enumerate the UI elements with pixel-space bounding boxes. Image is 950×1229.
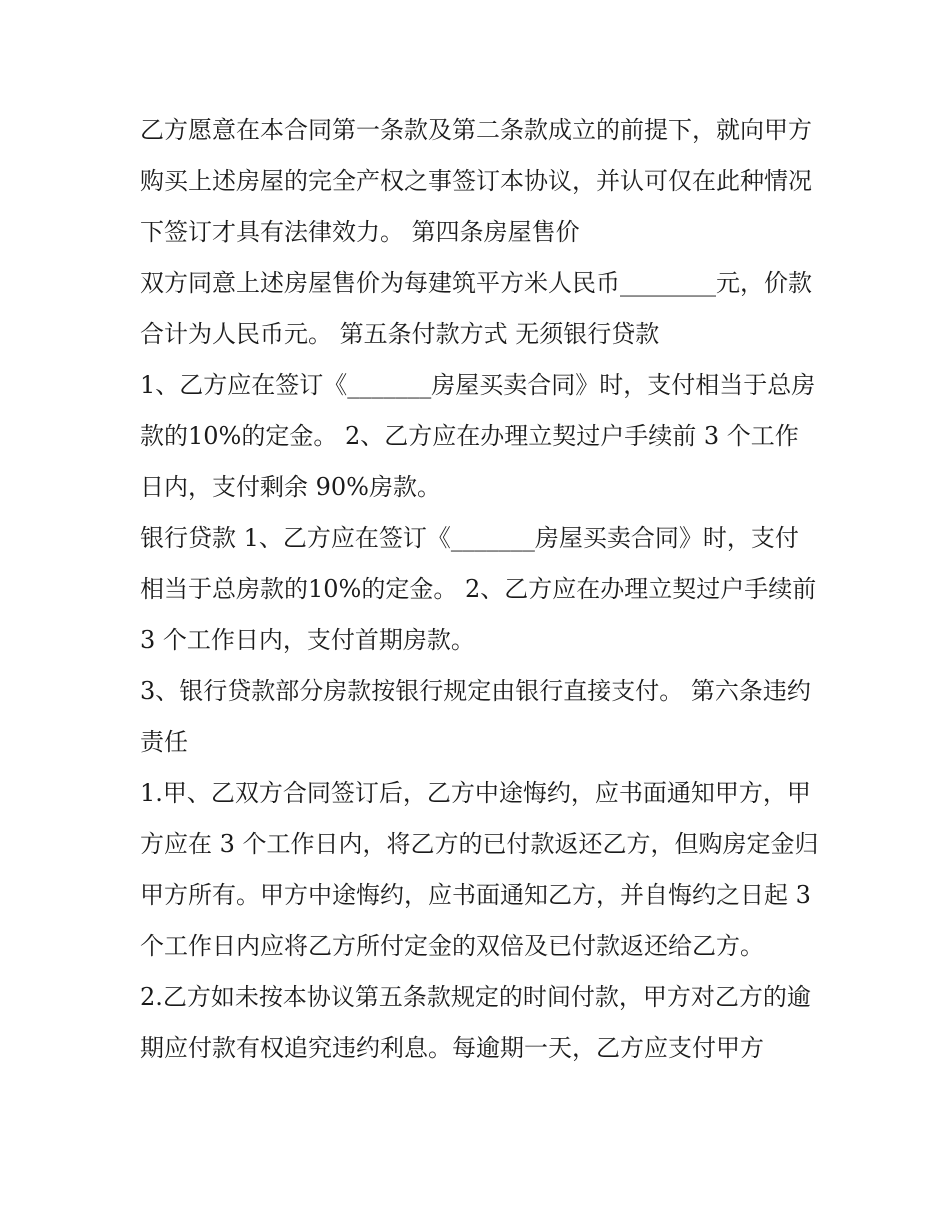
paragraph-breach-1: 1.甲、乙双方合同签订后，乙方中途悔约，应书面通知甲方，甲方应在 3 个工作日内，将乙方的已付款返还乙方，但购房定金归甲方所有。甲方中途悔约，应书面通知乙方，并自悔约之日起 3 个工作日内应将乙方所付定金的双倍及已付款返还给乙方。 <box>140 779 819 960</box>
paragraph-no-loan-payment: 1、乙方应在签订《_______房屋买卖合同》时，支付相当于总房款的10%的定金。 2、乙方应在办理立契过户手续前 3 个工作日内，支付剩余 90%房款。 <box>140 371 816 501</box>
paragraph-bank-payment: 3、银行贷款部分房款按银行规定由银行直接支付。 第六条违约责任 <box>140 677 811 756</box>
contract-text <box>140 105 820 1074</box>
paragraph-loan-payment: 银行贷款 1、乙方应在签订《_______房屋买卖合同》时，支付相当于总房款的10%的定金。 2、乙方应在办理立契过户手续前 3 个工作日内，支付首期房款。 <box>140 524 817 654</box>
paragraph-breach-2: 2.乙方如未按本协议第五条款规定的时间付款，甲方对乙方的逾期应付款有权追究违约利息。每逾期一天，乙方应支付甲方 <box>140 983 811 1062</box>
paragraph-price: 双方同意上述房屋售价为每建筑平方米人民币________元，价款合计为人民币元。 第五条付款方式 无须银行贷款 <box>140 269 812 348</box>
paragraph-sale-premise: 乙方愿意在本合同第一条款及第二条款成立的前提下，就向甲方购买上述房屋的完全产权之事签订本协议，并认可仅在此种情况下签订才具有法律效力。 第四条房屋售价 <box>140 116 812 246</box>
